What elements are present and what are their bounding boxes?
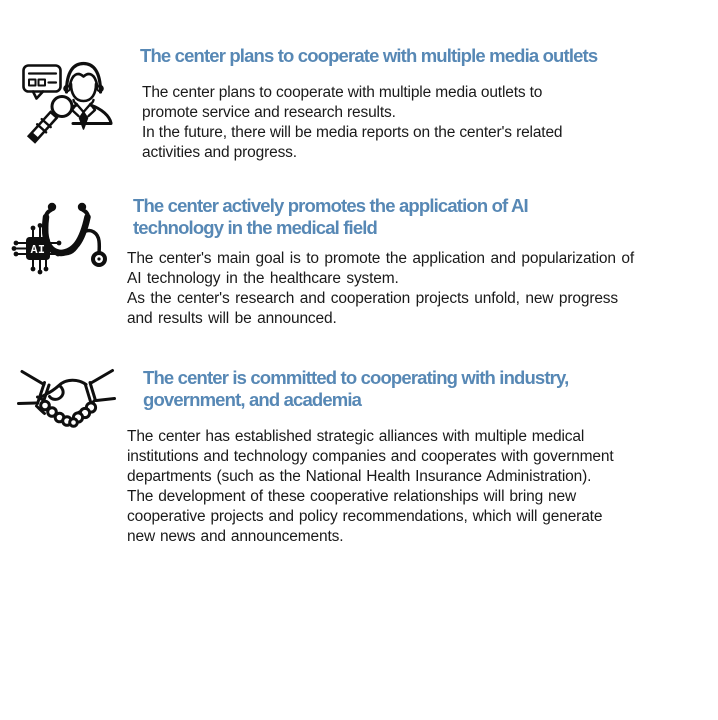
section-heading — [140, 45, 597, 67]
body-line: The development of these cooperative relationships will bring new — [127, 488, 576, 505]
body-line: The center has established strategic alliances with multiple medical — [127, 428, 585, 445]
heading-line: The center actively promotes the application of AI — [133, 195, 528, 216]
body-line: The center's main goal is to promote the application and popularization of — [127, 250, 635, 267]
body-line: departments (such as the National Health Insurance Administration). — [127, 468, 592, 485]
heading-line: technology in the medical field — [133, 217, 377, 238]
section-heading — [133, 195, 528, 239]
journalist-media-icon — [18, 60, 118, 152]
handshake-icon — [17, 366, 117, 444]
section-body — [142, 83, 562, 163]
heading-line: The center plans to cooperate with multiple media outlets — [140, 45, 598, 66]
section-body — [127, 427, 614, 547]
body-line: promote service and research results. — [142, 104, 396, 121]
body-line: In the future, there will be media reports on the center's related — [142, 124, 563, 141]
body-line: activities and progress. — [142, 144, 297, 161]
section-body — [127, 249, 634, 329]
body-line: institutions and technology companies and cooperates with government — [127, 448, 614, 465]
heading-line: government, and academia — [143, 389, 362, 410]
heading-line: The center is committed to cooperating with industry, — [143, 367, 569, 388]
body-line: As the center's research and cooperation projects unfold, new progress — [127, 290, 619, 307]
ai-chip-stethoscope-icon — [10, 198, 118, 286]
body-line: The center plans to cooperate with multiple media outlets to — [142, 84, 543, 101]
body-line: AI technology in the healthcare system. — [127, 270, 399, 287]
body-line: cooperative projects and policy recommendations, which will generate — [127, 508, 603, 525]
body-line: new news and announcements. — [127, 528, 344, 545]
ai-chip-label: AI — [30, 244, 46, 257]
section-heading — [143, 367, 568, 411]
body-line: and results will be announced. — [127, 310, 337, 327]
